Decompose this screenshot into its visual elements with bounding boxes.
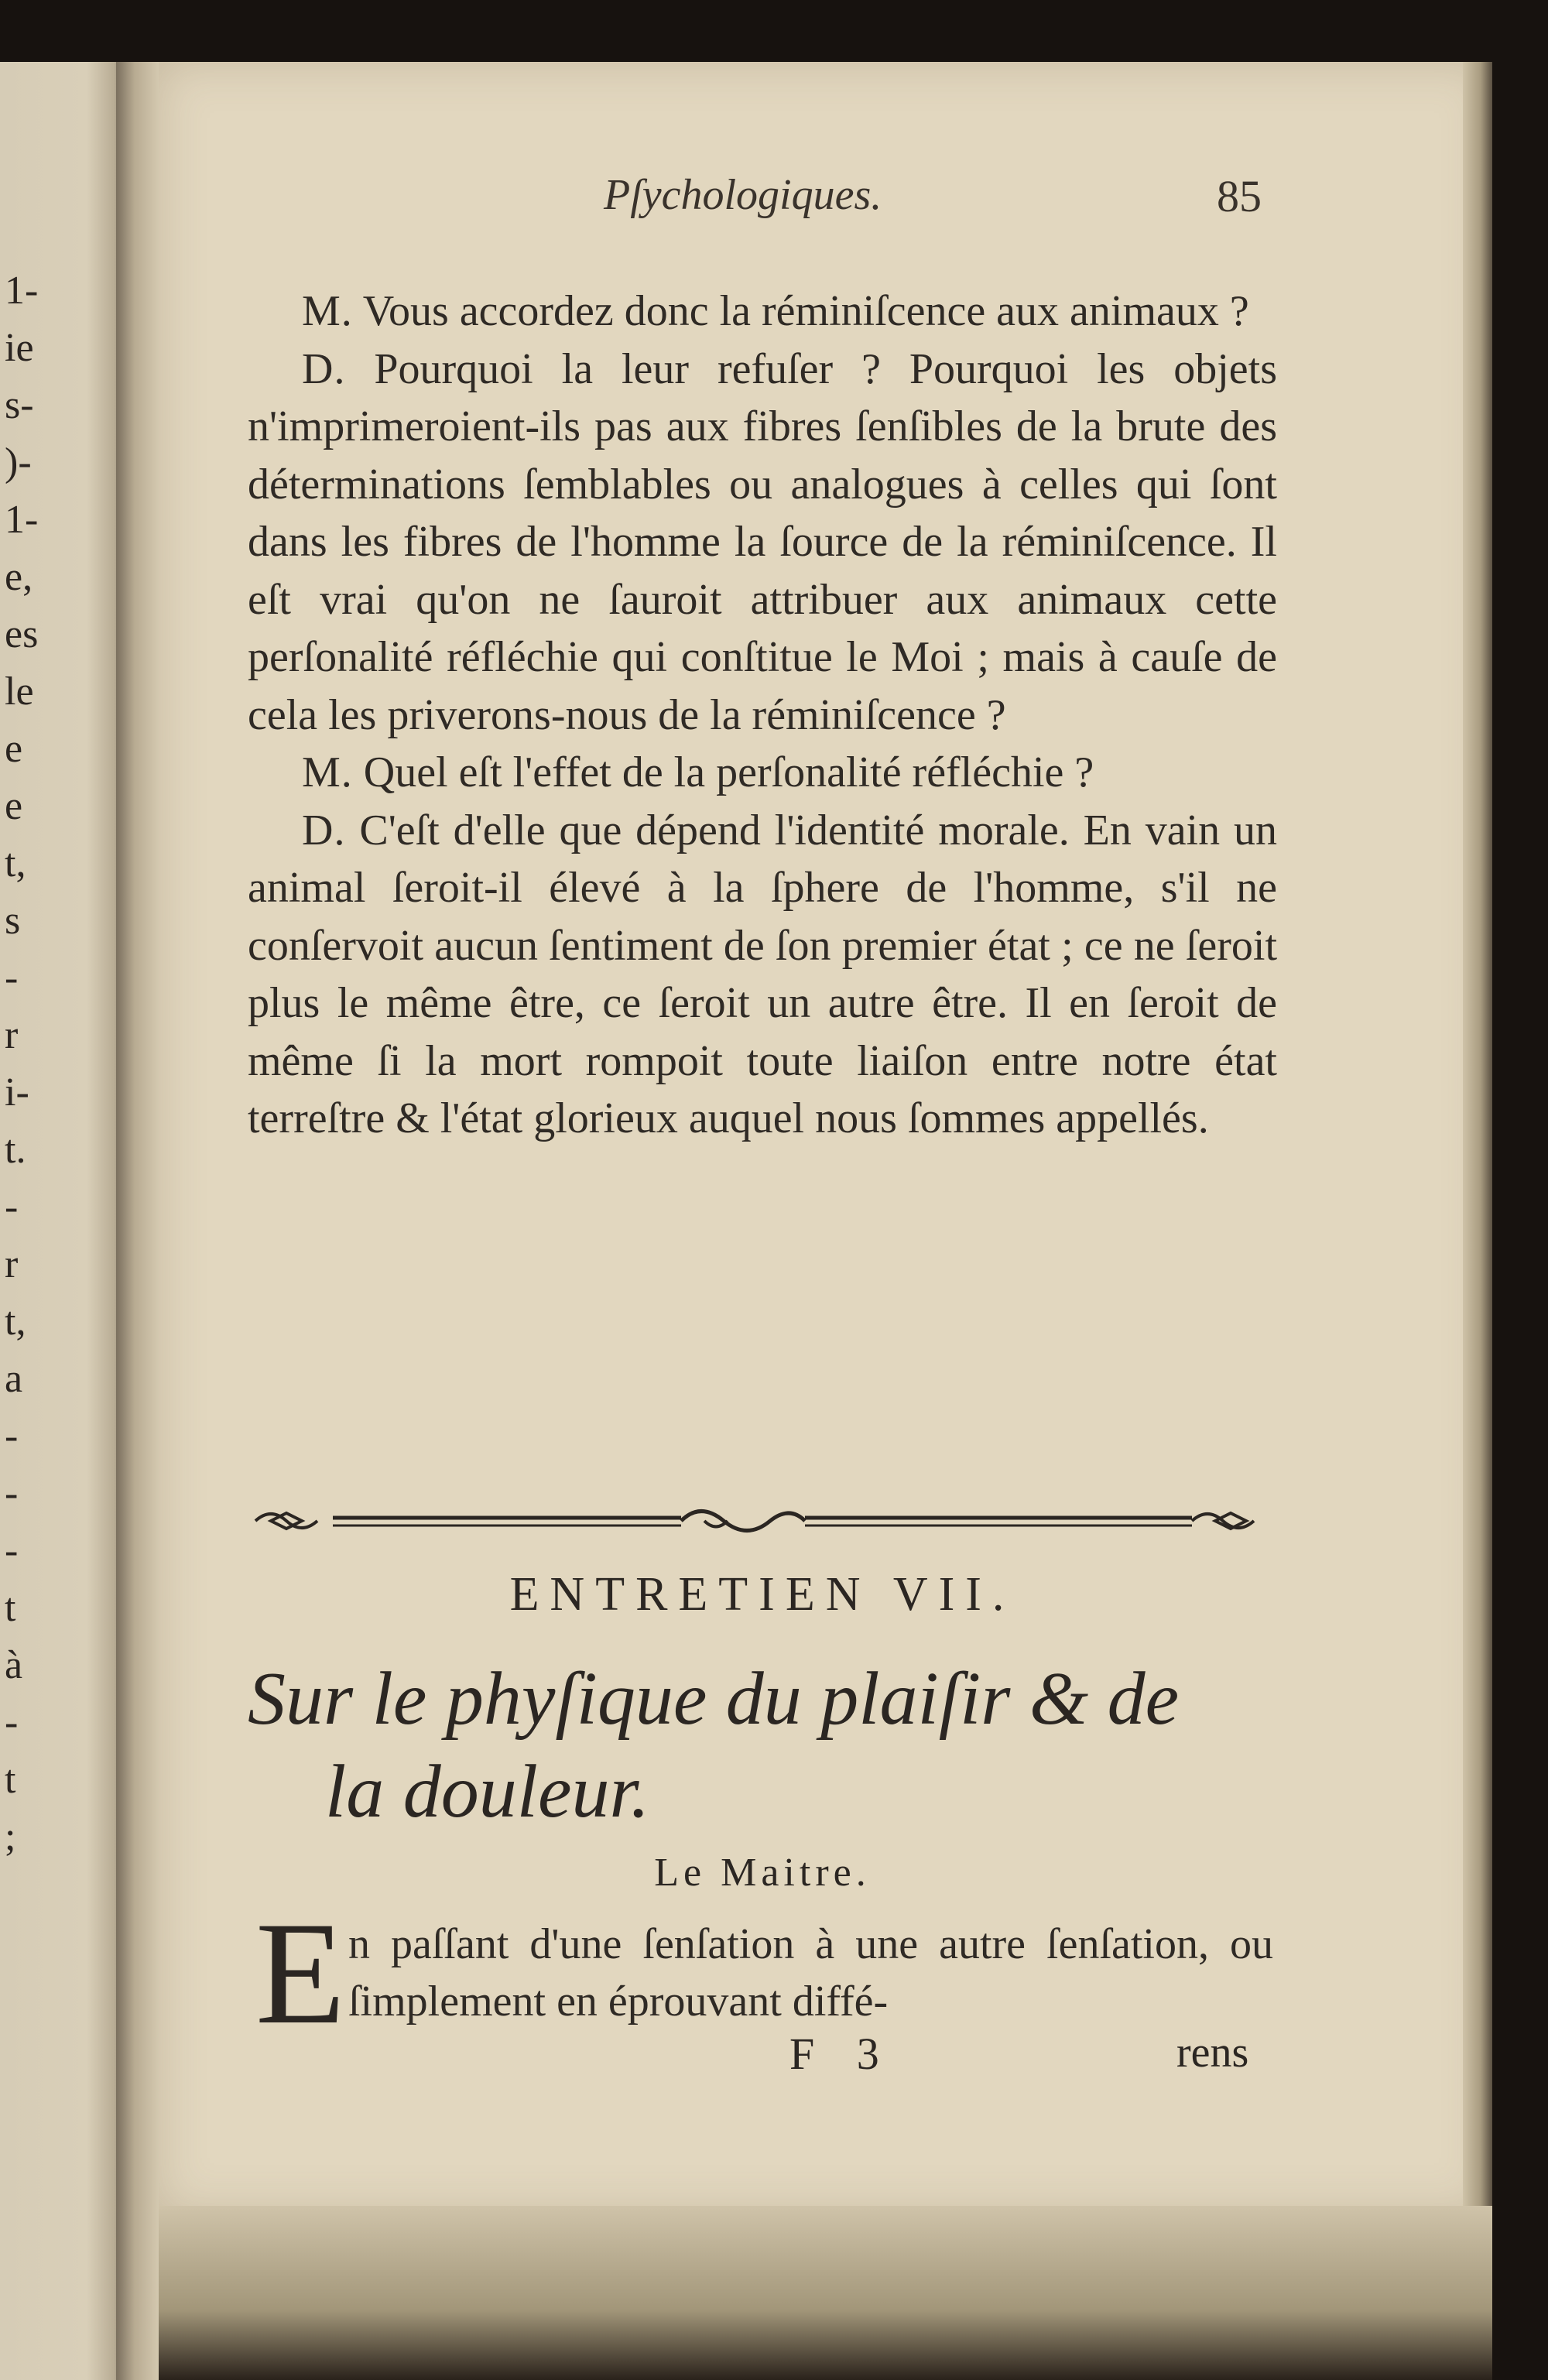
paragraph-text: Vous accordez donc la réminiſcence aux animaux ? [362,287,1249,335]
speaker-label: M. [302,748,353,796]
left-page-fragment: - [5,1414,19,1458]
left-page-fragment: à [5,1643,23,1687]
page-header [248,170,1277,232]
left-page-fragment: r [5,1013,19,1057]
left-page-fragment: t [5,1586,16,1630]
paragraph-text: C'eſt d'elle que dépend l'identité morale. En vain un animal ſeroit-il élevé à la ſphere de l'homme, s'il ne conſervoit aucun ſentiment de ſon premier état ; ce ne ſeroit plus le même être, ce ſeroit un autre être. Il en ſeroit de même ſi la mort rompoit toute liaiſon entre notre état terreſtre & l'état glorieux auquel nous ſommes appellés. [248,806,1278,1142]
body-text [248,283,1277,1148]
left-page-fragment: 1- [5,498,39,542]
left-page-fragment: r [5,1242,19,1286]
left-page-fragment: t, [5,1300,26,1344]
drop-cap: E [255,1892,346,2055]
left-page-fragment: es [5,612,39,656]
left-page-fragment: - [5,956,19,1000]
speaker-heading: Le Maitre. [654,1851,871,1895]
book-gutter [116,62,163,2380]
paragraph [248,283,1277,341]
left-page-fragment: a [5,1357,23,1401]
chapter-heading: ENTRETIEN VII. [509,1568,1015,1621]
left-page-fragment: 1- [5,269,39,313]
catchword: rens [1176,2029,1249,2077]
paragraph [248,341,1277,745]
paragraph-text: Quel eſt l'effet de la perſonalité réfléchie ? [363,748,1094,796]
left-page-fragment: e [5,784,23,828]
chapter-title-line-1: Sur le phyſique du plaiſir & de [248,1657,1180,1741]
left-page-fragment: - [5,1471,19,1515]
left-page-fragment: s [5,899,21,943]
chapter-title-line-2: la douleur. [325,1750,650,1834]
left-page-fragment: ie [5,326,34,370]
paragraph-text: Pourquoi la leur refuſer ? Pourquoi les objets n'imprimeroient-ils pas aux fibres ſenſibles de la brute des déterminations ſemblables ou analogues à celles qui ſont dans les fibres de l'homme la ſource de la réminiſcence. Il eſt vrai qu'on ne ſauroit attribuer aux animaux cette perſonalité réfléchie qui conſtitue le Moi ; mais à cauſe de cela les priverons-nous de la réminiſcence ? [248,344,1277,739]
left-page-fragment: t, [5,841,26,885]
running-title: Pſychologiques. [604,171,882,219]
paragraph [248,744,1277,802]
left-page-fragment: - [5,1185,19,1229]
chapter-title [248,1652,1277,1838]
opening-paragraph: n paſſant d'une ſenſation à une autre ſenſation, ou ſimplement en éprouvant diffé- [348,1920,1273,2026]
page-bottom-edge [159,2206,1492,2380]
speaker-label: M. [302,287,353,335]
left-page-fragment: ; [5,1815,16,1859]
signature-mark: F 3 [789,2029,895,2079]
left-page-fragment: t. [5,1128,26,1172]
page-number: 85 [1217,171,1262,221]
paragraph [248,802,1277,1148]
left-page-fragment: - [5,1529,19,1573]
page-edge [1463,62,1492,2221]
left-page-fragment: s- [5,383,34,427]
speaker-label: D. [302,806,346,854]
left-page-fragment: e, [5,555,33,599]
ornamental-rule [248,1498,1277,1544]
left-page-fragment: t [5,1758,16,1802]
speaker-label: D. [302,344,346,393]
left-page-fragment: )- [5,440,32,485]
left-page-fragment: - [5,1700,19,1745]
left-page-fragment: le [5,669,34,714]
left-page-fragment: i- [5,1070,29,1115]
left-facing-page [0,62,124,2380]
left-page-fragment: e [5,727,23,771]
